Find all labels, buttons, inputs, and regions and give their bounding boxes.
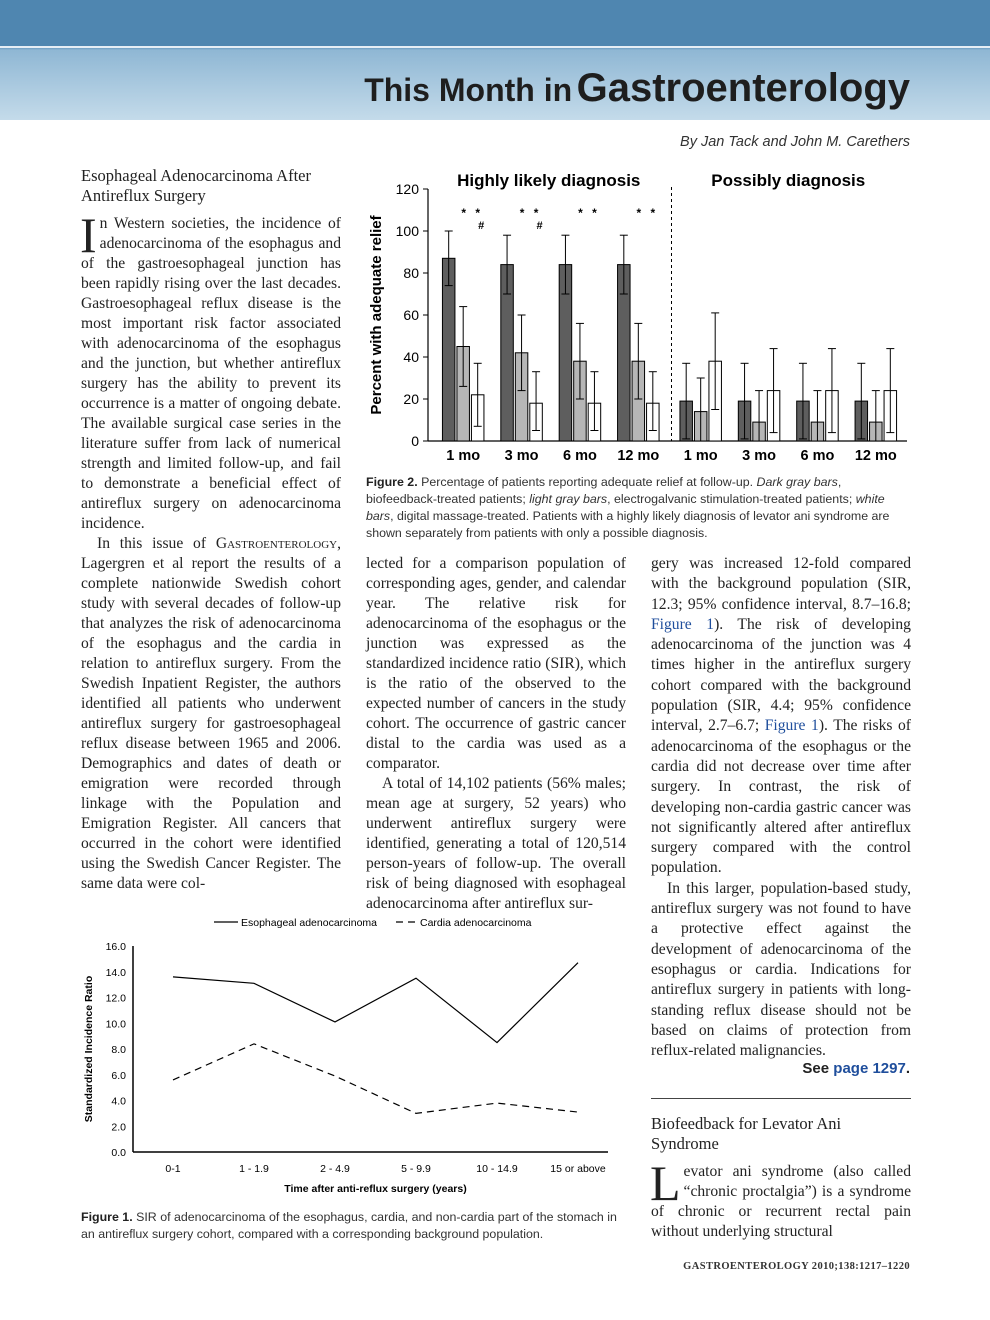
y-tick-label: 20 xyxy=(403,391,419,407)
column-3 xyxy=(651,554,911,1061)
section-divider xyxy=(651,1098,911,1099)
caption-text: Percentage of patients reporting adequate relief at follow-up. xyxy=(421,475,757,489)
significance-marker: * * xyxy=(461,206,484,220)
see-page-link[interactable]: page 1297 xyxy=(833,1060,906,1077)
article-1-paragraph-2 xyxy=(81,534,341,894)
drop-cap: L xyxy=(650,1155,681,1211)
caption-italic: white bars xyxy=(366,492,885,523)
y-tick-label: 16.0 xyxy=(105,941,126,953)
y-tick-label: 8.0 xyxy=(111,1044,126,1056)
y-tick-label: 100 xyxy=(395,223,419,239)
title-main: Gastroenterology xyxy=(576,66,910,110)
article-1-paragraph-3: lected for a comparison population of corresponding ages, gender, and calendar year. The relative risk for adenocarcinoma of the esophagus or the junction was expressed as the standardized incidence ratio (SIR), which is the ratio of the observed to the expected number of cancers in the study cohort. The occurrence of gastric cancer distal to the cardia was used as a comparator. xyxy=(366,555,626,772)
see-period: . xyxy=(905,1060,910,1077)
caption-text: , biofeedback-treated patients; xyxy=(366,475,842,506)
journal-citation: GASTROENTEROLOGY 2010;138:1217–1220 xyxy=(683,1261,910,1272)
paragraph-text: evator ani syndrome (also called “chronic proctalgia”) is a syndrome of chronic or recurrent rectal pain without underlying structural xyxy=(651,1163,911,1240)
series-line xyxy=(173,963,578,1043)
x-tick-label: 6 mo xyxy=(800,448,835,464)
legend-label: Esophageal adenocarcinoma xyxy=(241,917,378,929)
paragraph-text: In this issue of xyxy=(97,535,216,552)
article-2-heading xyxy=(651,1114,911,1154)
heading-line-1: Esophageal Adenocarcinoma After xyxy=(81,166,311,185)
significance-marker: # xyxy=(536,220,543,232)
x-tick-label: 15 or above xyxy=(550,1163,606,1175)
heading-line-2: Syndrome xyxy=(651,1134,719,1153)
article-1-paragraph-1 xyxy=(80,207,341,534)
article-2-paragraph-1 xyxy=(650,1155,911,1242)
y-axis-label: Standardized Incidence Ratio xyxy=(83,975,95,1123)
paragraph-text: , Lagergren et al report the results of a complete nationwide Swedish cohort study with several decades of follow-up that analyzes the risk of adenocarcinoma of the esophagus and the cardia in relation to antireflux surgery. From the Swedish Inpatient Register, the authors identified all patients who underwent antireflux surgery for gastroesophageal reflux disease between 1965 and 2006. Demographics and dates of death or emigration were recorded through linkage with the Population and Emigration Register. All cancers that occurred in the cohort were identified using the Swedish Cancer Register. The same data were col- xyxy=(81,535,341,892)
y-tick-label: 4.0 xyxy=(111,1095,126,1108)
heading-line-1: Biofeedback for Levator Ani xyxy=(651,1114,842,1133)
panel-title: Possibly diagnosis xyxy=(711,171,866,190)
paragraph-text: ). The risk of developing adenocarcinoma of the junction was 4 times higher in the antireflux surgery cohort compared with the background population (SIR, 4.4; 95% confidence interval, 2.7–6.7; xyxy=(651,615,911,735)
y-tick-label: 0.0 xyxy=(111,1147,126,1159)
journal-name: Gastroenterology xyxy=(215,535,338,552)
caption-label: Figure 2. xyxy=(366,475,418,489)
y-axis-label: Percent with adequate relief xyxy=(368,215,385,415)
x-tick-label: 1 - 1.9 xyxy=(239,1163,269,1175)
banner-divider xyxy=(0,46,990,48)
column-2 xyxy=(366,554,626,914)
significance-marker: * * xyxy=(636,206,659,220)
x-tick-label: 0-1 xyxy=(165,1163,181,1175)
figure-1-line-chart xyxy=(78,908,630,1204)
paragraph-text: ). The risks of adenocarcinoma of the esophagus or the cardia did not decrease over time after surgery. In contrast, the risk of developing non-cardia gastric cancer was not significantly altered after antireflux surgery compared with the control population. xyxy=(651,717,911,877)
significance-marker: * * xyxy=(578,206,600,220)
see-label: See xyxy=(802,1060,830,1077)
paragraph-text: n Western societies, the incidence of adenocarcinoma of the esophagus and of the gastroesophageal junction has been rapidly rising over the last decades. Gastroesophageal reflux disease is the most important risk factor associated with adenocarcinoma of the esophagus and the junction, but whether antireflux surgery has the ability to prevent its occurrence is a matter of ongoing debate. The available surgical case series in the literature suffer from lack of numerical strength and limited follow-up, and fail to demonstrate a beneficial effect of antireflux surgery on adenocarcinoma incidence. xyxy=(81,215,341,532)
x-tick-label: 12 mo xyxy=(854,448,897,464)
caption-italic: Dark gray bars xyxy=(756,475,838,489)
caption-label: Figure 1. xyxy=(81,1210,133,1224)
x-tick-label: 2 - 4.9 xyxy=(320,1163,350,1175)
y-tick-label: 120 xyxy=(395,181,419,197)
caption-text: SIR of adenocarcinoma of the esophagus, cardia, and non-cardia part of the stomach in an antireflux surgery cohort, compared with a corresponding background population. xyxy=(81,1210,617,1241)
page-title xyxy=(364,66,910,111)
y-tick-label: 14.0 xyxy=(105,966,126,979)
x-tick-label: 12 mo xyxy=(617,448,660,464)
y-tick-label: 10.0 xyxy=(105,1018,126,1031)
x-tick-label: 6 mo xyxy=(563,448,597,464)
x-tick-label: 5 - 9.9 xyxy=(401,1163,431,1175)
y-tick-label: 0 xyxy=(411,433,419,449)
x-tick-label: 10 - 14.9 xyxy=(476,1163,518,1175)
byline: By Jan Tack and John M. Carethers xyxy=(680,134,910,150)
y-tick-label: 80 xyxy=(403,265,419,281)
x-tick-label: 3 mo xyxy=(504,448,539,464)
article-1-paragraph-5 xyxy=(651,554,911,879)
paragraph-text: gery was increased 12-fold compared with the background population (SIR, 12.3; 95% confidence interval, 8.7–16.8; xyxy=(651,555,911,613)
article-2 xyxy=(651,1114,911,1242)
caption-italic: light gray bars xyxy=(529,492,608,506)
heading-line-2: Antireflux Surgery xyxy=(81,186,206,205)
caption-text: , digital massage-treated. Patients with a highly likely diagnosis of levator ani syndrome are shown separately from patients with only a possible diagnosis. xyxy=(366,509,890,540)
x-tick-label: 1 mo xyxy=(446,448,481,464)
article-1-paragraph-6: In this larger, population-based study, antireflux surgery was not found to have a protective effect against the development of adenocarcinoma of the esophagus or cardia. Indications for antireflux surgery in patients with long-standing reflux disease should not be based on claims of protection from reflux-related malignancies. xyxy=(651,879,911,1060)
series-line xyxy=(173,1044,578,1114)
legend-label: Cardia adenocarcinoma xyxy=(420,917,532,929)
header-banner xyxy=(0,0,990,120)
see-page-reference xyxy=(802,1060,910,1077)
article-1-heading xyxy=(81,166,341,206)
title-prefix: This Month in xyxy=(364,72,573,108)
figure-2-bar-chart xyxy=(362,168,914,468)
x-tick-label: 3 mo xyxy=(742,448,776,464)
article-1-paragraph-4: A total of 14,102 patients (56% males; mean age at surgery, 52 years) who underwent antireflux surgery were identified, generating a total of 120,514 person-years of follow-up. The overall risk of being diagnosed with esophageal adenocarcinoma after antireflux sur- xyxy=(366,775,626,912)
y-tick-label: 40 xyxy=(403,349,419,365)
x-axis-label: Time after anti-reflux surgery (years) xyxy=(284,1183,467,1195)
x-tick-label: 1 mo xyxy=(683,448,718,464)
y-tick-label: 6.0 xyxy=(111,1069,126,1082)
figure-1-link[interactable]: Figure 1 xyxy=(764,717,819,735)
figure-2-caption xyxy=(366,474,912,542)
y-tick-label: 60 xyxy=(403,307,419,323)
drop-cap: I xyxy=(80,207,97,263)
panel-title: Highly likely diagnosis xyxy=(457,171,641,190)
significance-marker: # xyxy=(478,220,485,232)
y-tick-label: 2.0 xyxy=(111,1121,126,1134)
column-1 xyxy=(81,166,341,894)
figure-1-link[interactable]: Figure 1 xyxy=(651,615,715,633)
figure-1-caption xyxy=(81,1209,631,1243)
significance-marker: * * xyxy=(519,206,542,220)
caption-text: , electrogalvanic stimulation-treated patients; xyxy=(607,492,856,506)
y-tick-label: 12.0 xyxy=(105,992,126,1005)
